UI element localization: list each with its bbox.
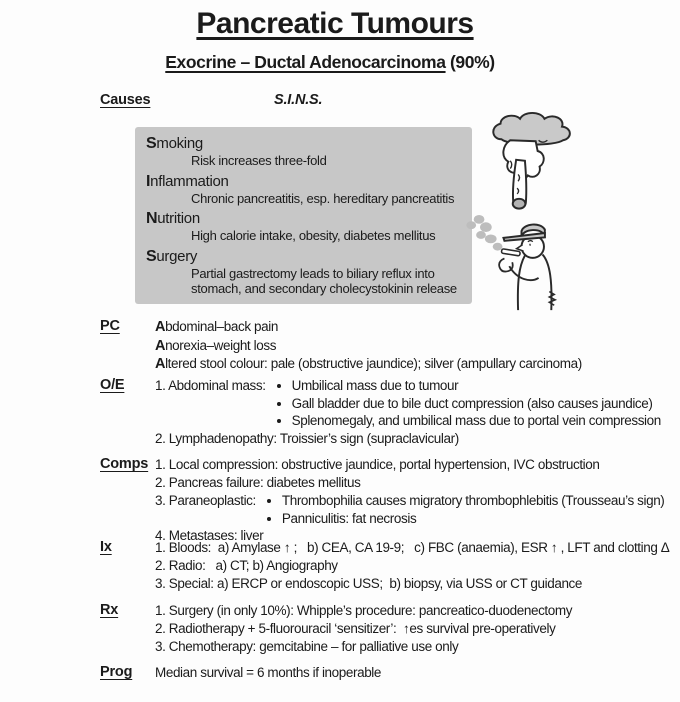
cause-term-surgery [146, 248, 464, 266]
rx-item-1: 1. Surgery (in only 10%): Whipple’s procedure: pancreatico-duodenectomy [155, 603, 573, 618]
smoking-illustration [452, 110, 592, 315]
ix-item-3: 3. Special: a) ERCP or endoscopic USS; b) biopsy, via USS or CT guidance [155, 576, 583, 591]
cause-term-nutrition [146, 210, 464, 228]
ix-item-1: 1. Bloods: a) Amylase ↑ ; b) CEA, CA 19-9; c) FBC (anaemia), ESR ↑ , LFT and clotting Δ [155, 540, 670, 555]
smoke-puffs [466, 215, 502, 251]
pointing-hand-icon [503, 140, 543, 208]
page-title [10, 7, 660, 41]
cloud-icon [493, 113, 570, 145]
causes-mnemonic: S.I.N.S. [274, 92, 323, 108]
section-ix [100, 539, 669, 593]
cause-rest: utrition [157, 210, 200, 227]
rx-item-2: 2. Radiotherapy + 5-fluorouracil ‘sensitizer’: ↑es survival pre-operatively [155, 621, 556, 636]
prog-text: Median survival = 6 months if inoperable [155, 665, 382, 680]
cause-rest: nflammation [150, 172, 229, 190]
section-comps [100, 456, 664, 545]
section-rx [100, 602, 572, 656]
mnemonic-initial: A [155, 337, 166, 354]
oe-bullet: • Umbilical mass due to tumour [292, 377, 661, 395]
pc-item-text: ltered stool colour: pale (obstructive jaundice); silver (ampullary carcinoma) [165, 356, 582, 371]
oe-item-1 [155, 377, 661, 430]
causes-box [135, 127, 472, 304]
cause-rest: urgery [156, 247, 198, 265]
section-label-rx: Rx [100, 602, 119, 618]
cause-initial: S [146, 135, 157, 152]
rx-item-3: 3. Chemotherapy: gemcitabine – for palliative use only [155, 639, 459, 654]
ix-item-2: 2. Radio: a) CT; b) Angiography [155, 558, 338, 573]
comps-item-3-prefix: 3. Paraneoplastic: [155, 493, 256, 508]
pc-item [155, 337, 582, 356]
cause-rest: moking [156, 135, 203, 152]
comps-item-1: 1. Local compression: obstructive jaundice, portal hypertension, IVC obstruction [155, 457, 600, 472]
section-label-prog: Prog [100, 664, 133, 680]
mnemonic-initial: A [155, 319, 166, 335]
cause-initial: S [146, 247, 157, 265]
comps-bullet-list [267, 492, 665, 527]
comps-bullet: • Thrombophilia causes migratory thrombophlebitis (Trousseau’s sign) [282, 492, 665, 510]
pc-item-text: bdominal–back pain [165, 319, 278, 334]
causes-heading: Causes [100, 92, 151, 108]
subtitle-underlined: Exocrine – Ductal Adenocarcinoma [165, 52, 446, 72]
cause-initial: N [146, 210, 158, 227]
section-pc [100, 318, 582, 374]
cause-term-inflammation [146, 173, 464, 191]
oe-item-2: 2. Lymphadenopathy: Troissier’s sign (supraclavicular) [155, 431, 459, 446]
cause-desc-inflammation: Chronic pancreatitis, esp. hereditary pancreatitis [191, 190, 455, 206]
oe-bullet: • Splenomegaly, and umbilical mass due to portal vein compression [292, 412, 661, 430]
section-label-comps: Comps [100, 456, 149, 472]
pc-item [155, 318, 582, 337]
subtitle-note: (90%) [445, 52, 495, 72]
cause-desc-smoking: Risk increases three-fold [191, 153, 327, 168]
cause-term-smoking [146, 135, 464, 153]
section-prog [100, 664, 381, 682]
page-title-text: Pancreatic Tumours [196, 7, 474, 40]
comps-item-3 [155, 492, 664, 527]
page-subtitle [10, 52, 650, 73]
oe-bullet-list [277, 377, 661, 430]
section-label-ix: Ix [100, 539, 112, 555]
cause-initial: I [146, 172, 151, 190]
cause-desc-surgery: Partial gastrectomy leads to biliary reflux into stomach, and secondary cholecystokinin release [191, 265, 457, 296]
section-label-pc: PC [100, 318, 120, 334]
pc-item-text: norexia–weight loss [165, 337, 277, 353]
smoker-icon [466, 215, 555, 310]
comps-item-2: 2. Pancreas failure: diabetes mellitus [155, 475, 361, 490]
section-label-oe: O/E [100, 377, 125, 393]
oe-item-1-prefix: 1. Abdominal mass: [155, 378, 266, 393]
comps-bullet: • Panniculitis: fat necrosis [282, 510, 665, 528]
section-oe [100, 377, 661, 448]
cause-desc-nutrition: High calorie intake, obesity, diabetes mellitus [191, 228, 436, 243]
mnemonic-initial: A [155, 356, 166, 372]
comps-item-4: 4. Metastases: liver [155, 528, 264, 543]
pc-item [155, 355, 582, 374]
oe-bullet: • Gall bladder due to bile duct compression (also causes jaundice) [292, 395, 661, 413]
